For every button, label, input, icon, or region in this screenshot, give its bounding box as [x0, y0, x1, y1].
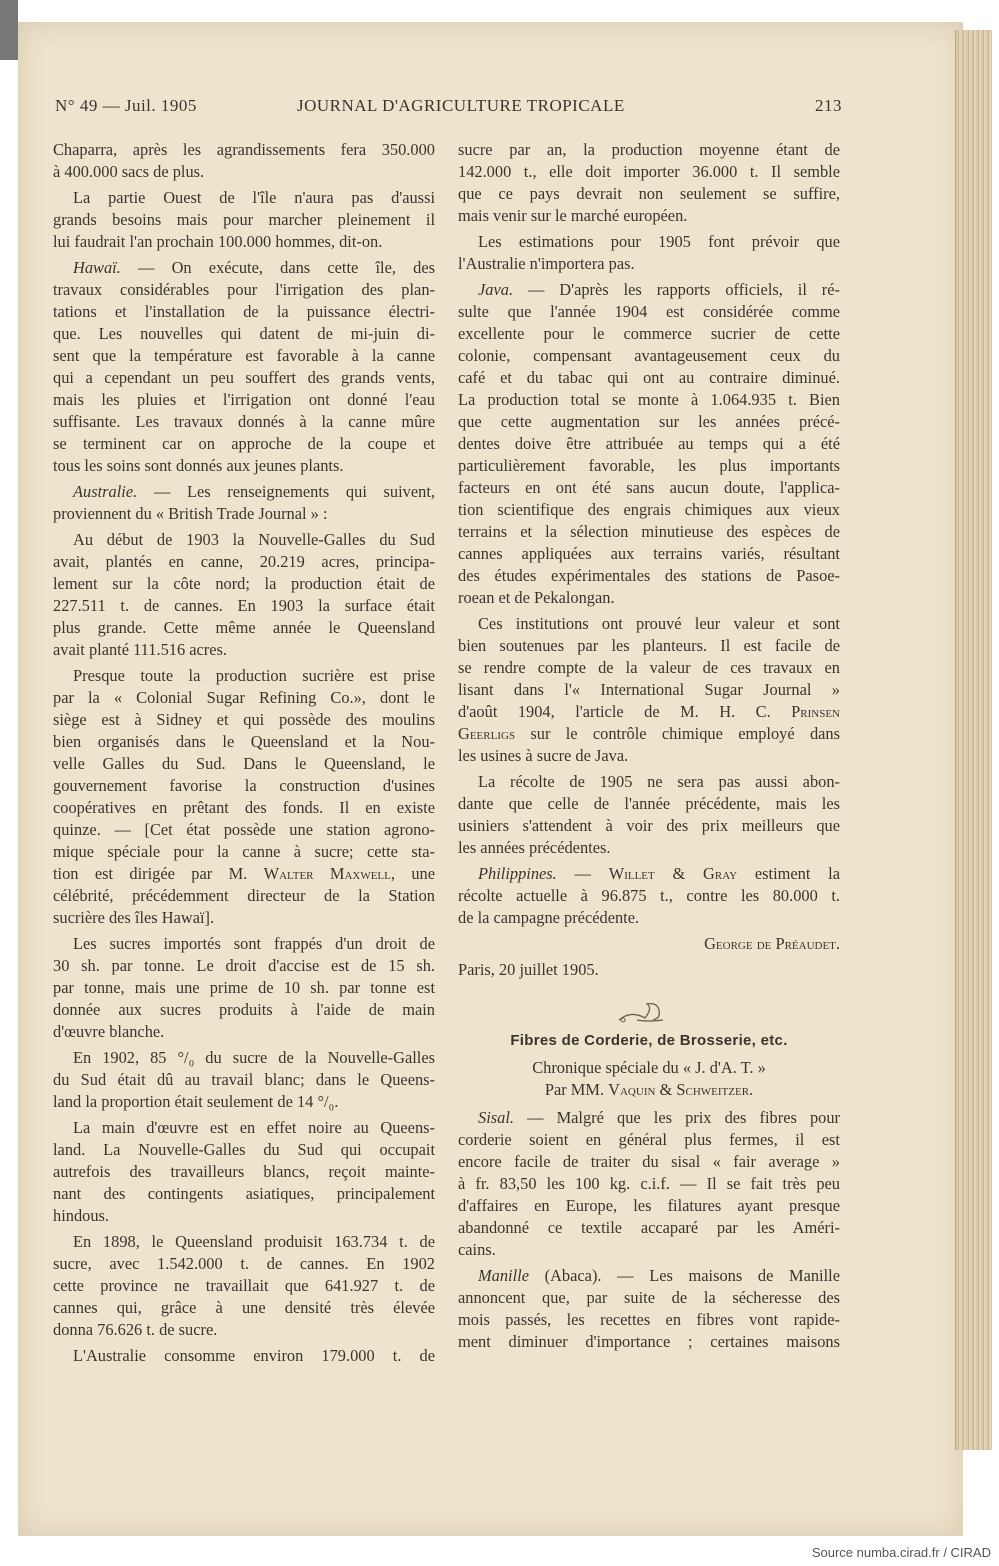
- page-stack-edge: [955, 30, 992, 1450]
- text-line: [458, 323, 840, 345]
- text-run: La main d'œuvre est en effet noire au Queens-: [73, 1118, 435, 1137]
- text-run: bien organisés dans le Queensland et la Nou-: [53, 732, 435, 751]
- text-run: tion est dirigée par M.: [53, 864, 264, 883]
- text-line: [458, 701, 840, 723]
- paragraph: [53, 481, 435, 525]
- text-line: [458, 1239, 840, 1261]
- section-byline: [458, 1057, 840, 1105]
- text-run: célébrité, précédemment directeur de la Station: [53, 886, 435, 905]
- text-run: que ce pays devrait non seulement se suffire,: [458, 184, 840, 203]
- text-line: [458, 1079, 840, 1101]
- text-run: Presque toute la production sucrière est prise: [73, 666, 435, 685]
- paragraph: [458, 1265, 840, 1353]
- text-run: lement sur la côte nord; la production était de: [53, 574, 435, 593]
- text-run: des études expérimentales des stations de Pasoe-: [458, 566, 840, 585]
- source-credit: Source numba.cirad.fr / CIRAD: [811, 1545, 991, 1560]
- text-run: tations et l'installation de la puissance électri-: [53, 302, 435, 321]
- text-line: [53, 731, 435, 753]
- small-caps-run: Geerligs: [458, 724, 516, 743]
- text-line: [53, 161, 435, 183]
- small-caps-run: Vaquin & Schweitzer.: [608, 1080, 754, 1099]
- text-line: [458, 907, 840, 929]
- text-line: [458, 679, 840, 701]
- text-line: [53, 367, 435, 389]
- text-run: par tonne, mais une prime de 10 sh. par tonne est: [53, 978, 435, 997]
- text-line: [53, 1319, 435, 1341]
- text-line: [458, 161, 840, 183]
- text-run: Chronique spéciale du « J. d'A. T. »: [532, 1058, 766, 1077]
- small-caps-run: Walter Maxwell: [263, 864, 391, 883]
- text-line: [53, 257, 435, 279]
- text-run: dante que celle de l'année précédente, mais les: [458, 794, 840, 813]
- text-run: velle Galles du Sud. Dans le Queensland, le: [53, 754, 435, 773]
- italic-run: Philippines.: [478, 864, 557, 883]
- ornament-icon: [617, 1000, 667, 1026]
- text-line: [53, 709, 435, 731]
- text-run: que cette augmentation sur les années précé-: [458, 412, 840, 431]
- text-run: coopératives en prêtant des fonds. Il en existe: [53, 798, 435, 817]
- text-line: [458, 205, 840, 227]
- paragraph: [53, 1231, 435, 1341]
- text-run: gouvernement favorise la construction d'usines: [53, 776, 435, 795]
- text-line: [53, 841, 435, 863]
- text-run: encore facile de traiter du sisal « fair average »: [458, 1152, 840, 1171]
- paragraph: [53, 665, 435, 929]
- text-run: l'Australie n'importera pas.: [458, 254, 635, 273]
- text-line: [53, 503, 435, 525]
- text-run: mois passés, les recettes en fibres vont rapide-: [458, 1310, 840, 1329]
- text-run: sucre par an, la production moyenne étant de: [458, 140, 840, 159]
- text-line: [53, 797, 435, 819]
- text-run: La production total se monte à 1.064.935 t. Bien: [458, 390, 840, 409]
- text-line: [53, 933, 435, 955]
- text-run: roean et de Pekalongan.: [458, 588, 615, 607]
- text-line: [53, 1205, 435, 1227]
- text-line: [458, 499, 840, 521]
- text-line: [458, 1195, 840, 1217]
- text-line: [53, 955, 435, 977]
- text-run: particulièrement favorable, les plus importants: [458, 456, 840, 475]
- text-run: mais venir sur le marché européen.: [458, 206, 688, 225]
- text-line: [53, 885, 435, 907]
- text-line: [53, 1021, 435, 1043]
- small-caps-run: Willet & Gray: [608, 864, 738, 883]
- text-run: ment diminuer d'importance ; certaines maisons: [458, 1332, 840, 1351]
- text-run: usiniers s'attendent à voir des prix meilleurs que: [458, 816, 840, 835]
- text-run: avait planté 111.516 acres.: [53, 640, 228, 659]
- text-line: [53, 529, 435, 551]
- text-line: [53, 1069, 435, 1091]
- paragraph: [458, 613, 840, 767]
- text-line: [458, 723, 840, 745]
- right-column: [458, 139, 840, 985]
- text-run: d'août 1904, l'article de M. H. C.: [458, 702, 792, 721]
- text-line: [458, 933, 840, 955]
- italic-run: Hawaï.: [73, 258, 121, 277]
- text-line: [53, 411, 435, 433]
- text-run: 142.000 t., elle doit importer 36.000 t. Il semble: [458, 162, 840, 181]
- text-run: café et du tabac qui ont au contraire diminué.: [458, 368, 840, 387]
- text-line: [53, 1117, 435, 1139]
- text-run: land la proportion était seulement de 14 °/₀.: [53, 1092, 339, 1111]
- issue-label: N° 49 — Juil. 1905: [55, 96, 197, 115]
- paragraph: [458, 1057, 840, 1101]
- text-run: à fr. 83,50 les 100 kg. c.i.f. — Il se fait très peu: [458, 1174, 840, 1193]
- text-line: [458, 771, 840, 793]
- text-line: [458, 345, 840, 367]
- text-line: [458, 139, 840, 161]
- text-run: cannes qui, grâce à une densité très élevée: [53, 1298, 435, 1317]
- text-line: [458, 183, 840, 205]
- text-line: [53, 573, 435, 595]
- text-run: En 1902, 85 °/₀ du sucre de la Nouvelle-Galles: [73, 1048, 435, 1067]
- text-run: estiment la: [737, 864, 841, 883]
- text-line: [53, 907, 435, 929]
- text-line: [458, 1151, 840, 1173]
- text-line: [53, 863, 435, 885]
- paragraph: [53, 933, 435, 1043]
- text-run: 227.511 t. de cannes. En 1903 la surface était: [53, 596, 435, 615]
- text-line: [458, 477, 840, 499]
- book-binding-edge: [0, 0, 18, 60]
- text-run: plus grande. Cette même année le Queensland: [53, 618, 435, 637]
- text-line: [458, 745, 840, 767]
- text-line: [53, 1183, 435, 1205]
- text-run: dentes doive être attribuée au temps qui a été: [458, 434, 840, 453]
- text-line: [458, 1173, 840, 1195]
- text-run: — On exécute, dans cette île, des: [120, 258, 435, 277]
- text-run: 30 sh. par tonne. Le droit d'accise est de 15 sh.: [53, 956, 435, 975]
- text-run: se terminent car on approche de la coupe et: [53, 434, 435, 453]
- paragraph: [458, 771, 840, 859]
- text-line: [458, 279, 840, 301]
- text-run: du Sud était dû au travail blanc; dans le Queens-: [53, 1070, 435, 1089]
- text-line: [458, 657, 840, 679]
- text-run: (Abaca). — Les maisons de Manille: [528, 1266, 840, 1285]
- page-number: 213: [815, 96, 842, 115]
- text-line: [458, 1057, 840, 1079]
- text-line: [53, 389, 435, 411]
- text-line: [458, 231, 840, 253]
- text-run: bien soutenues par les planteurs. Il est facile de: [458, 636, 840, 655]
- text-line: [53, 617, 435, 639]
- text-run: annoncent que, par suite de la sécheresse des: [458, 1288, 840, 1307]
- text-line: [53, 639, 435, 661]
- text-line: [458, 1309, 840, 1331]
- text-line: [458, 565, 840, 587]
- text-run: autrefois des travailleurs blancs, reçoit mainte-: [53, 1162, 435, 1181]
- text-line: [458, 543, 840, 565]
- text-line: [458, 613, 840, 635]
- text-run: La partie Ouest de l'île n'aura pas d'aussi: [73, 188, 435, 207]
- text-run: Par MM.: [544, 1080, 609, 1099]
- text-run: , une: [390, 864, 435, 883]
- section-heading: Fibres de Corderie, de Brosserie, etc.: [510, 1032, 788, 1049]
- text-run: excellente pour le commerce sucrier de cette: [458, 324, 840, 343]
- paragraph: [458, 1107, 840, 1261]
- text-run: suffisante. Les travaux donnés à la canne mûre: [53, 412, 435, 431]
- text-line: [458, 411, 840, 433]
- text-run: qui a cependant un peu souffert des grands vents,: [53, 368, 435, 387]
- text-line: [458, 793, 840, 815]
- text-run: corderie soient en général plus fermes, il est: [458, 1130, 840, 1149]
- text-run: Les sucres importés sont frappés d'un droit de: [73, 934, 435, 953]
- text-run: cannes appliquées aux terrains variés, résultant: [458, 544, 840, 563]
- text-line: [458, 455, 840, 477]
- text-line: [53, 455, 435, 477]
- text-run: mique spéciale pour la canne à sucre; cette sta-: [53, 842, 435, 861]
- text-run: land. La Nouvelle-Galles du Sud qui occupait: [53, 1140, 435, 1159]
- text-run: proviennent du « British Trade Journal » :: [53, 504, 328, 523]
- text-line: [458, 1129, 840, 1151]
- text-run: En 1898, le Queensland produisit 163.734 t. de: [73, 1232, 435, 1251]
- text-line: [458, 959, 840, 981]
- text-line: [458, 863, 840, 885]
- text-line: [53, 433, 435, 455]
- text-run: — Malgré que les prix des fibres pour: [513, 1108, 840, 1127]
- text-line: [458, 521, 840, 543]
- text-line: [53, 1161, 435, 1183]
- text-line: [53, 1231, 435, 1253]
- text-line: [53, 775, 435, 797]
- text-run: d'œuvre blanche.: [53, 1022, 165, 1041]
- text-run: Au début de 1903 la Nouvelle-Galles du Sud: [73, 530, 435, 549]
- paragraph: [53, 1047, 435, 1113]
- text-run: avait, plantés en canne, 20.219 acres, principa-: [53, 552, 435, 571]
- text-line: [53, 1345, 435, 1367]
- text-run: mais les pluies et l'irrigation ont donné l'eau: [53, 390, 435, 409]
- text-line: [53, 1139, 435, 1161]
- text-run: Les estimations pour 1905 font prévoir que: [478, 232, 840, 251]
- text-line: [458, 301, 840, 323]
- text-run: lui faudrait l'an prochain 100.000 hommes, dit-on.: [53, 232, 383, 251]
- italic-run: Australie.: [73, 482, 138, 501]
- paragraph: [53, 187, 435, 253]
- text-line: [53, 753, 435, 775]
- text-run: cette province ne travaillait que 641.927 t. de: [53, 1276, 435, 1295]
- paragraph: [458, 279, 840, 609]
- text-run: donna 76.626 t. de sucre.: [53, 1320, 218, 1339]
- small-caps-run: Prinsen: [791, 702, 840, 721]
- text-run: Paris, 20 juillet 1905.: [458, 960, 599, 979]
- text-run: cains.: [458, 1240, 496, 1259]
- text-run: sucre, avec 1.542.000 t. de cannes. En 1902: [53, 1254, 435, 1273]
- paragraph: [53, 257, 435, 477]
- text-line: [53, 665, 435, 687]
- text-run: L'Australie consomme environ 179.000 t. de: [73, 1346, 435, 1365]
- paragraph: [458, 139, 840, 227]
- text-line: [458, 253, 840, 275]
- text-run: — D'après les rapports officiels, il ré-: [513, 280, 840, 299]
- text-run: tion scientifique des engrais chimiques aux vieux: [458, 500, 840, 519]
- paragraph: [458, 933, 840, 955]
- text-line: [458, 367, 840, 389]
- text-line: [458, 837, 840, 859]
- text-run: — Les renseignements qui suivent,: [137, 482, 435, 501]
- text-line: [53, 551, 435, 573]
- text-run: —: [556, 864, 609, 883]
- text-run: grands besoins mais pour marcher pleinement il: [53, 210, 435, 229]
- text-run: récolte actuelle à 96.875 t., contre les 80.000 t.: [458, 886, 840, 905]
- text-run: de la campagne précédente.: [458, 908, 640, 927]
- text-line: [53, 187, 435, 209]
- paragraph: [53, 1117, 435, 1227]
- text-run: facteurs en ont été sans aucun doute, l'applica-: [458, 478, 840, 497]
- paragraph: [53, 1345, 435, 1367]
- text-line: [53, 139, 435, 161]
- text-run: les années précédentes.: [458, 838, 611, 857]
- text-line: [458, 1107, 840, 1129]
- text-line: [53, 1297, 435, 1319]
- left-column: [53, 139, 435, 1371]
- text-line: [53, 1275, 435, 1297]
- text-line: [53, 301, 435, 323]
- fibres-article: [458, 1107, 840, 1357]
- text-run: que. Les nouvelles qui datent de mi-juin di-: [53, 324, 435, 343]
- text-run: sur le contrôle chimique employé dans: [515, 724, 840, 743]
- text-line: [458, 1287, 840, 1309]
- text-line: [53, 595, 435, 617]
- paragraph: [458, 863, 840, 929]
- text-run: La récolte de 1905 ne sera pas aussi abon-: [478, 772, 840, 791]
- text-line: [53, 279, 435, 301]
- text-run: donnée aux sucres produits à l'aide de main: [53, 1000, 435, 1019]
- paragraph: [53, 529, 435, 661]
- italic-run: Manille: [478, 1266, 529, 1285]
- text-line: [458, 433, 840, 455]
- text-run: sucrière des îles Hawaï].: [53, 908, 215, 927]
- text-line: [458, 1331, 840, 1353]
- text-line: [53, 323, 435, 345]
- text-run: abandonné ce textile accaparé par les Améri-: [458, 1218, 840, 1237]
- italic-run: Sisal.: [478, 1108, 514, 1127]
- paragraph: [53, 139, 435, 183]
- text-run: d'affaires en Europe, les filatures ayant presque: [458, 1196, 840, 1215]
- paragraph: [458, 959, 840, 981]
- text-line: [53, 819, 435, 841]
- text-line: [458, 635, 840, 657]
- text-run: Ces institutions ont prouvé leur valeur et sont: [478, 614, 840, 633]
- text-line: [53, 345, 435, 367]
- text-run: travaux considérables pour l'irrigation des plan-: [53, 280, 435, 299]
- small-caps-run: George de Préaudet.: [704, 934, 840, 953]
- text-line: [458, 1265, 840, 1287]
- text-run: tous les soins sont donnés aux jeunes plants.: [53, 456, 344, 475]
- paragraph: [458, 231, 840, 275]
- italic-run: Java.: [478, 280, 514, 299]
- text-line: [458, 1217, 840, 1239]
- text-line: [53, 231, 435, 253]
- text-run: sent que la température est favorable à la canne: [53, 346, 435, 365]
- text-run: se rendre compte de la valeur de ces travaux en: [458, 658, 840, 677]
- text-run: siège est à Sidney et qui possède des moulins: [53, 710, 435, 729]
- text-run: les usines à sucre de Java.: [458, 746, 629, 765]
- text-line: [53, 687, 435, 709]
- text-line: [458, 815, 840, 837]
- text-run: lisant dans l'« International Sugar Journal »: [458, 680, 840, 699]
- text-line: [53, 999, 435, 1021]
- text-line: [53, 1253, 435, 1275]
- text-line: [458, 885, 840, 907]
- text-run: par la « Colonial Sugar Refining Co.», dont le: [53, 688, 435, 707]
- text-run: sulte que l'année 1904 est considérée comme: [458, 302, 840, 321]
- text-run: quinze. — [Cet état possède une station agrono-: [53, 820, 435, 839]
- text-run: à 400.000 sacs de plus.: [53, 162, 205, 181]
- text-run: hindous.: [53, 1206, 110, 1225]
- text-run: Chaparra, après les agrandissements fera 350.000: [53, 140, 435, 159]
- text-line: [53, 977, 435, 999]
- journal-title: JOURNAL D'AGRICULTURE TROPICALE: [297, 96, 625, 115]
- text-line: [53, 1047, 435, 1069]
- text-run: nant des contingents asiatiques, principalement: [53, 1184, 435, 1203]
- text-line: [53, 209, 435, 231]
- text-line: [53, 1091, 435, 1113]
- text-run: terrains et la sélection minutieuse des espèces de: [458, 522, 840, 541]
- text-line: [458, 389, 840, 411]
- text-line: [458, 587, 840, 609]
- text-line: [53, 481, 435, 503]
- text-run: colonie, compensant avantageusement ceux du: [458, 346, 840, 365]
